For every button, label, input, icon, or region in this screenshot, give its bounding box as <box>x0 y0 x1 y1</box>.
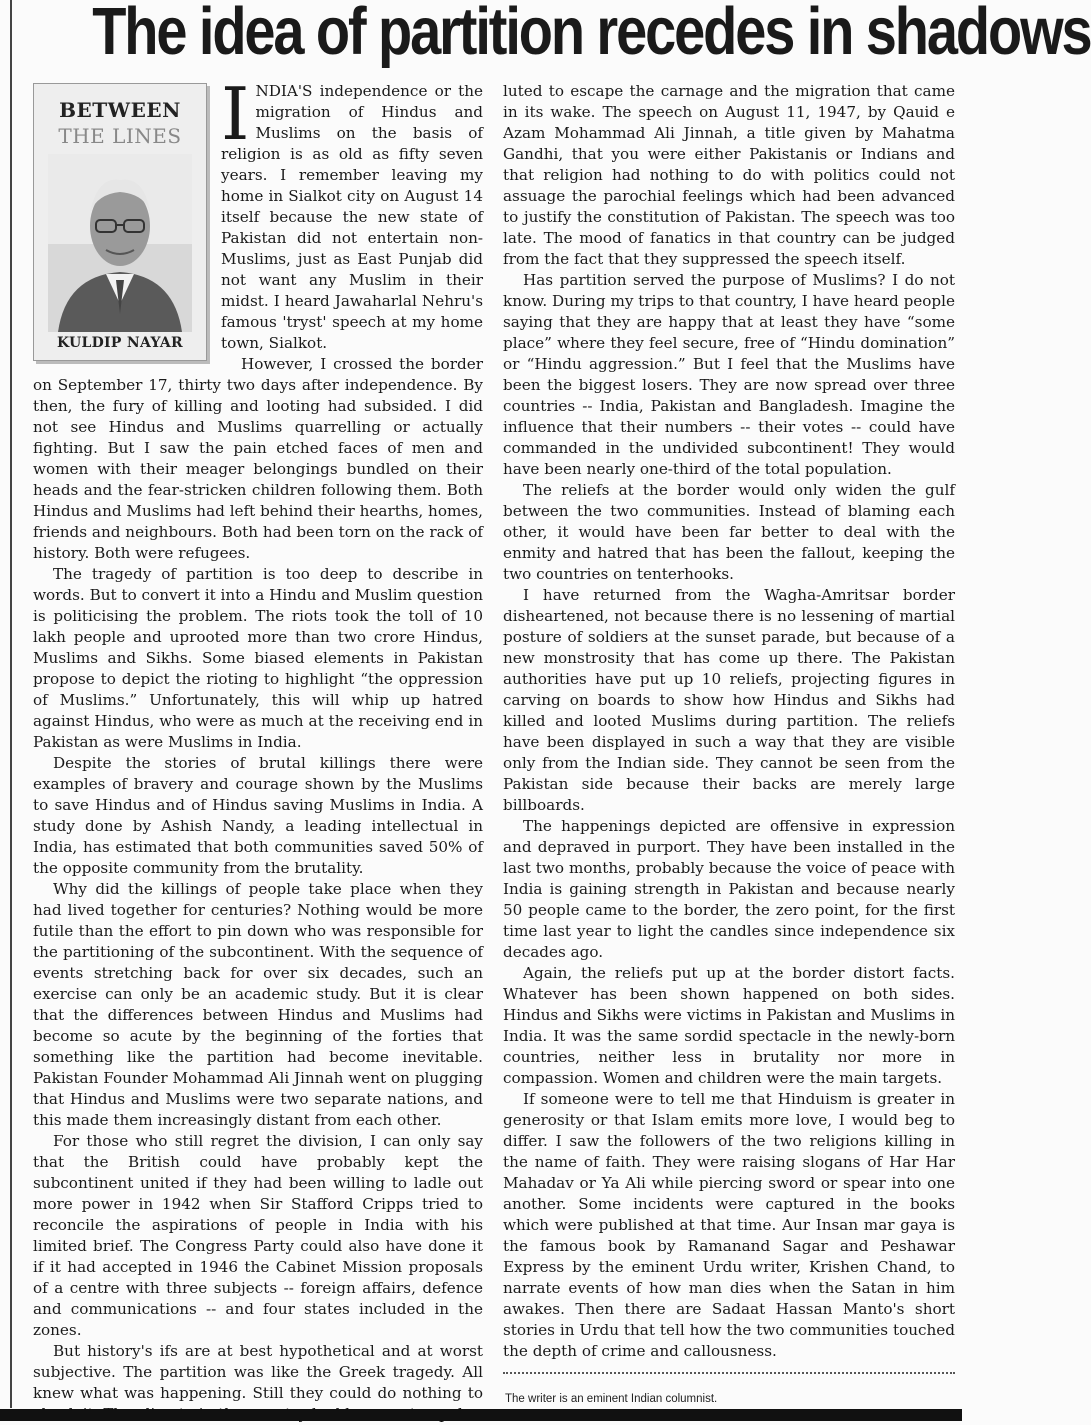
author-byline: KULDIP NAYAR <box>57 335 183 351</box>
columnist-box <box>33 83 207 361</box>
article-paragraph: If someone were to tell me that Hinduism is greater in generosity or that Islam emits more love, I would beg to differ. I saw the followers of the two religions killing in the name of faith. They were raising slogans of Har Har Mahadav or Ya Ali while piercing sword or spear into one another. Some incidents were captured in the books which were published at that time. Aur Insan mar gaya is the famous book by Ramanand Sagar and Peshawar Express by the eminent Urdu writer, Krishen Chand, to narrate events of how man dies when the Satan in him awakes. Then there are Sadaat Hassan Manto's short stories in Urdu that tell how the two communities touched the depth of crime and callousness. <box>503 1090 955 1360</box>
page-bottom-bar <box>0 1409 962 1421</box>
article-paragraph: luted to escape the carnage and the migration that came in its wake. The speech on August 11, 1947, by Qauid e Azam Mohammad Ali Jinnah, a title given by Mahatma Gandhi, that you were either Pakistanis or Indians and that religion had nothing to do with politics could not assuage the parochial feelings which had been advanced to justify the constitution of Pakistan. The speech was too late. The mood of fanatics in that country can be judged from the fact that they suppressed the speech itself. <box>503 82 955 268</box>
author-portrait-image <box>48 154 192 332</box>
page-left-rule <box>10 0 12 1408</box>
article-paragraph: Despite the stories of brutal killings there were examples of bravery and courage shown by the Muslims to save Hindus and of Hindus saving Muslims in India. A study done by Ashish Nandy, a leading intellectual in India, has estimated that both communities saved 50% of the opposite community from the brutality. <box>33 754 483 877</box>
column-kicker-line2: THE LINES <box>58 124 182 148</box>
article-column-left <box>33 72 483 1425</box>
dropcap: I <box>221 72 250 156</box>
author-footnote: The writer is an eminent Indian columnist. <box>505 1393 718 1405</box>
headline: The idea of partition recedes in shadows <box>92 0 1091 69</box>
article-paragraph: Why did the killings of people take place when they had lived together for centuries? Nothing would be more futile than the effort to pin down who was responsible for the partitioning of the subcontinent. With the sequence of events stretching back for over six decades, such an exercise can only be an academic study. But it is clear that the differences between Hindus and Muslims had become so acute by the beginning of the forties that something like the partition had become inevitable. Pakistan Founder Mohammad Ali Jinnah went on plugging that Hindus and Muslims were two separate nations, and this made them increasingly distant from each other. <box>33 880 483 1129</box>
article-paragraph: But history's ifs are at best hypothetical and at worst subjective. The partition was like the Greek tragedy. All knew what was happening. Still they could do nothing to <box>33 1342 483 1402</box>
article-column-right <box>503 81 955 1374</box>
article-paragraph: I have returned from the Wagha-Amritsar border disheartened, not because there is no lessening of martial posture of soldiers at the sunset parade, but because of a new monstrosity that has come up there. The Pakistan authorities have put up 10 reliefs, projecting figures in carving on boards to show how Hindus and Sikhs had killed and looted Muslims during partition. The reliefs have been displayed in such a way that they are visible only from the Indian side. They cannot be seen from the Pakistan side because their backs are merely large billboards. <box>503 586 955 814</box>
article-paragraph: However, I crossed the border on September 17, thirty two days after independence. By then, the fury of killing and looting had subsided. I did not see Hindus and Muslims quarrelling or actually fighting. But I saw the pain etched faces of men and women with their meager belongings bundled on their heads and the fear-stricken children following them. Both Hindus and Muslims had left behind their hearths, homes, friends and neighbours. Both had been torn on the rack of history. Both were refugees. <box>33 355 483 562</box>
article-paragraph: For those who still regret the division, I can only say that the British could have probably kept the subcontinent united if they had been willing to ladle out more power in 1942 when Sir Stafford Cripps tried to reconcile the aspirations of people in India with his limited brief. The Congress Party could also have done it if it had accepted in 1946 the Cabinet Mission proposals of a centre with three subjects -- foreign affairs, defence and communications -- and four states included in the zones. <box>33 1132 483 1339</box>
article-paragraph: The reliefs at the border would only widen the gulf between the two communities. Instead of blaming each other, it would have been far better to deal with the enmity and hatred that has been the fallout, keeping the two countries on tenterhooks. <box>503 481 955 583</box>
article-paragraph: The happenings depicted are offensive in expression and depraved in purport. They have been installed in the last two months, probably because the voice of peace with India is gaining strength in Pakistan and because nearly 50 people came to the border, the zero point, for the first time last year to light the candles since independence six decades ago. <box>503 817 955 961</box>
column-kicker-line1: BETWEEN <box>59 98 181 122</box>
article-paragraph: Again, the reliefs put up at the border distort facts. Whatever has been shown happened on both sides. Hindus and Sikhs were victims in Pakistan and Muslims in India. It was the same sordid spectacle in the newly-born countries, neither less in brutality nor more in compassion. Women and children were the main targets. <box>503 964 955 1087</box>
article-paragraph: The tragedy of partition is too deep to describe in words. But to convert it into a Hindu and Muslim question is politicising the problem. The riots took the toll of 10 lakh people and uprooted more than two crore Hindus, Muslims and Sikhs. Some biased elements in Pakistan propose to depict the rioting to highlight “the oppression of Muslims.” Unfortunately, this will whip up hatred against Hindus, who were as much at the receiving end in Pakistan as were Muslims in India. <box>33 565 483 751</box>
footnote-divider <box>503 1372 955 1374</box>
paragraph-text: NDIA'S independence or the migration of Hindus and Muslims on the basis of religion is as old as fifty seven years. I remember leaving my home in Sialkot city on August 14 itself because the new state of Pakistan did not entertain non-Muslims, just as East Punjab did not want any Muslim in their midst. I heard Jawaharlal Nehru's famous 'tryst' speech at my home town, Sialkot. <box>221 82 483 352</box>
article-paragraph: Has partition served the purpose of Muslims? I do not know. During my trips to that country, I have heard people saying that they are happy that at least they have “some place” where they feel secure, free of “Hindu domination” or “Hindu aggression.” But I feel that the Muslims have been the biggest losers. They are now spread over three countries -- India, Pakistan and Bangladesh. Imagine the influence that their numbers -- their votes -- could have commanded in the undivided subcontinent! They would have been nearly one-third of the total population. <box>503 271 955 478</box>
